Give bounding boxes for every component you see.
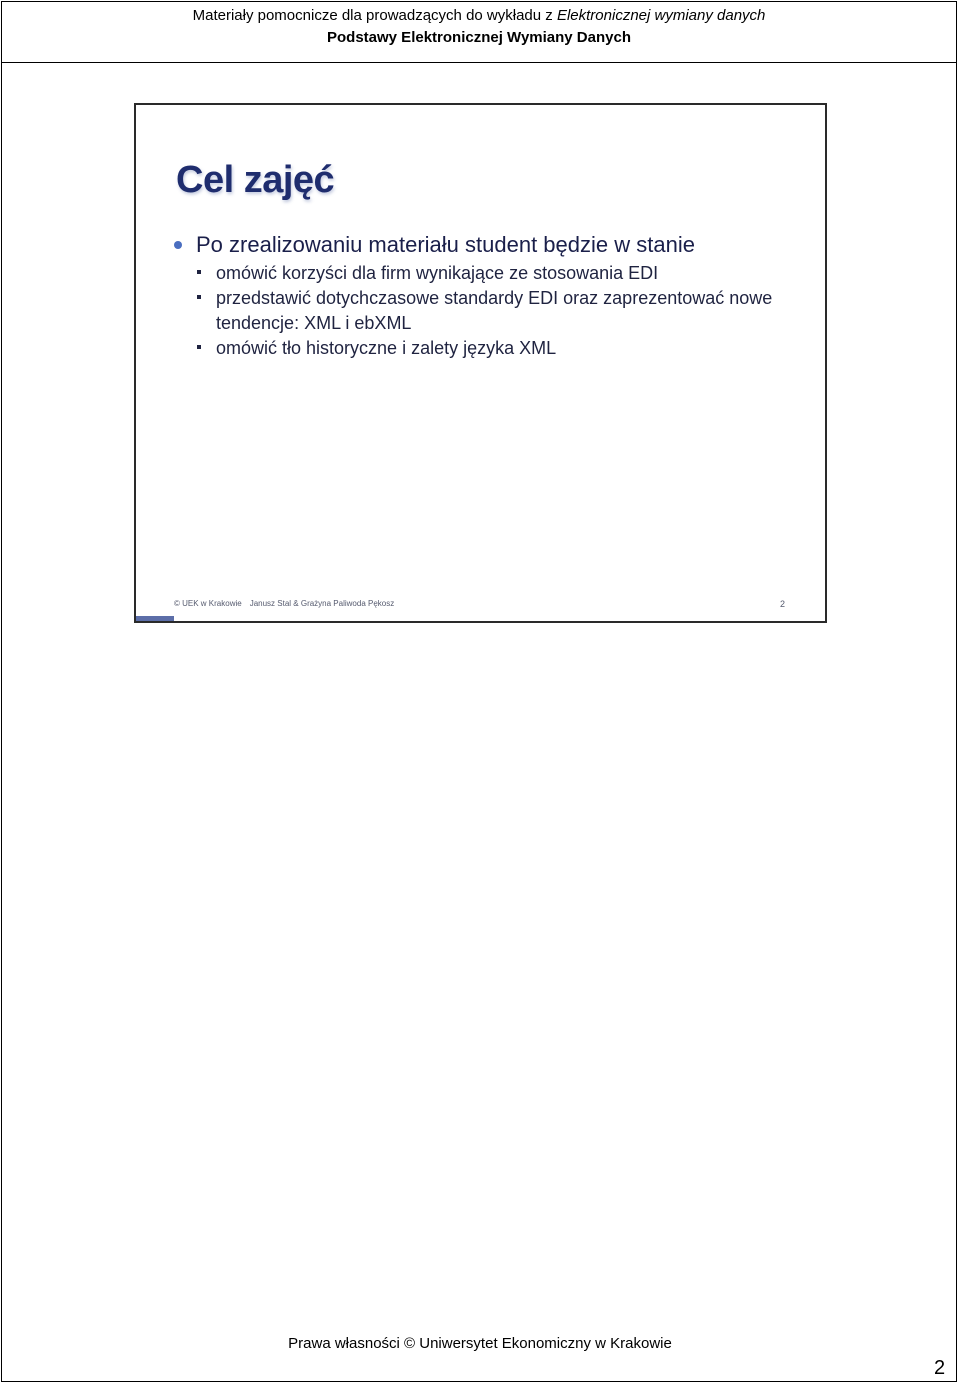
sub-bullet bbox=[174, 261, 814, 286]
sub-bullet-text: omówić korzyści dla firm wynikające ze stosowania EDI bbox=[216, 263, 659, 283]
sub-bullet-text: omówić tło historyczne i zalety języka XML bbox=[216, 338, 557, 358]
sub-bullet-text: przedstawić dotychczasowe standardy EDI oraz zaprezentować nowe tendencje: XML i ebXML bbox=[216, 288, 773, 333]
main-bullet bbox=[174, 231, 814, 259]
slide-title: Cel zajęć bbox=[176, 159, 335, 201]
slide-footer-authors: Janusz Stal & Grażyna Paliwoda Pękosz bbox=[249, 599, 395, 608]
slide-footer bbox=[174, 599, 785, 613]
sub-bullet bbox=[174, 286, 814, 336]
header-line-1 bbox=[1, 7, 957, 25]
bullet-dot-icon bbox=[174, 241, 182, 249]
sub-bullet-list bbox=[174, 261, 814, 361]
slide-footer-credits bbox=[174, 599, 394, 609]
slide-number: 2 bbox=[779, 599, 785, 609]
square-bullet-icon bbox=[197, 270, 201, 274]
header-line-1-prefix: Materiały pomocnicze dla prowadzących do wykładu z bbox=[192, 7, 557, 24]
square-bullet-icon bbox=[197, 295, 201, 299]
header-line-2: Podstawy Elektronicznej Wymiany Danych bbox=[327, 29, 631, 46]
slide-footer-copyright: © UEK w Krakowie bbox=[174, 599, 242, 608]
page-header bbox=[1, 1, 957, 63]
page-footer: Prawa własności © Uniwersytet Ekonomiczny w Krakowie bbox=[288, 1335, 672, 1352]
sub-bullet bbox=[174, 336, 814, 361]
slide-accent-bar bbox=[136, 616, 174, 621]
main-bullet-text: Po zrealizowaniu materiału student będzie w stanie bbox=[196, 232, 695, 257]
page-number: 2 bbox=[934, 1357, 946, 1379]
header-line-1-italic: Elektronicznej wymiany danych bbox=[556, 7, 766, 24]
slide bbox=[134, 103, 827, 623]
slide-body bbox=[174, 231, 814, 361]
square-bullet-icon bbox=[197, 345, 201, 349]
